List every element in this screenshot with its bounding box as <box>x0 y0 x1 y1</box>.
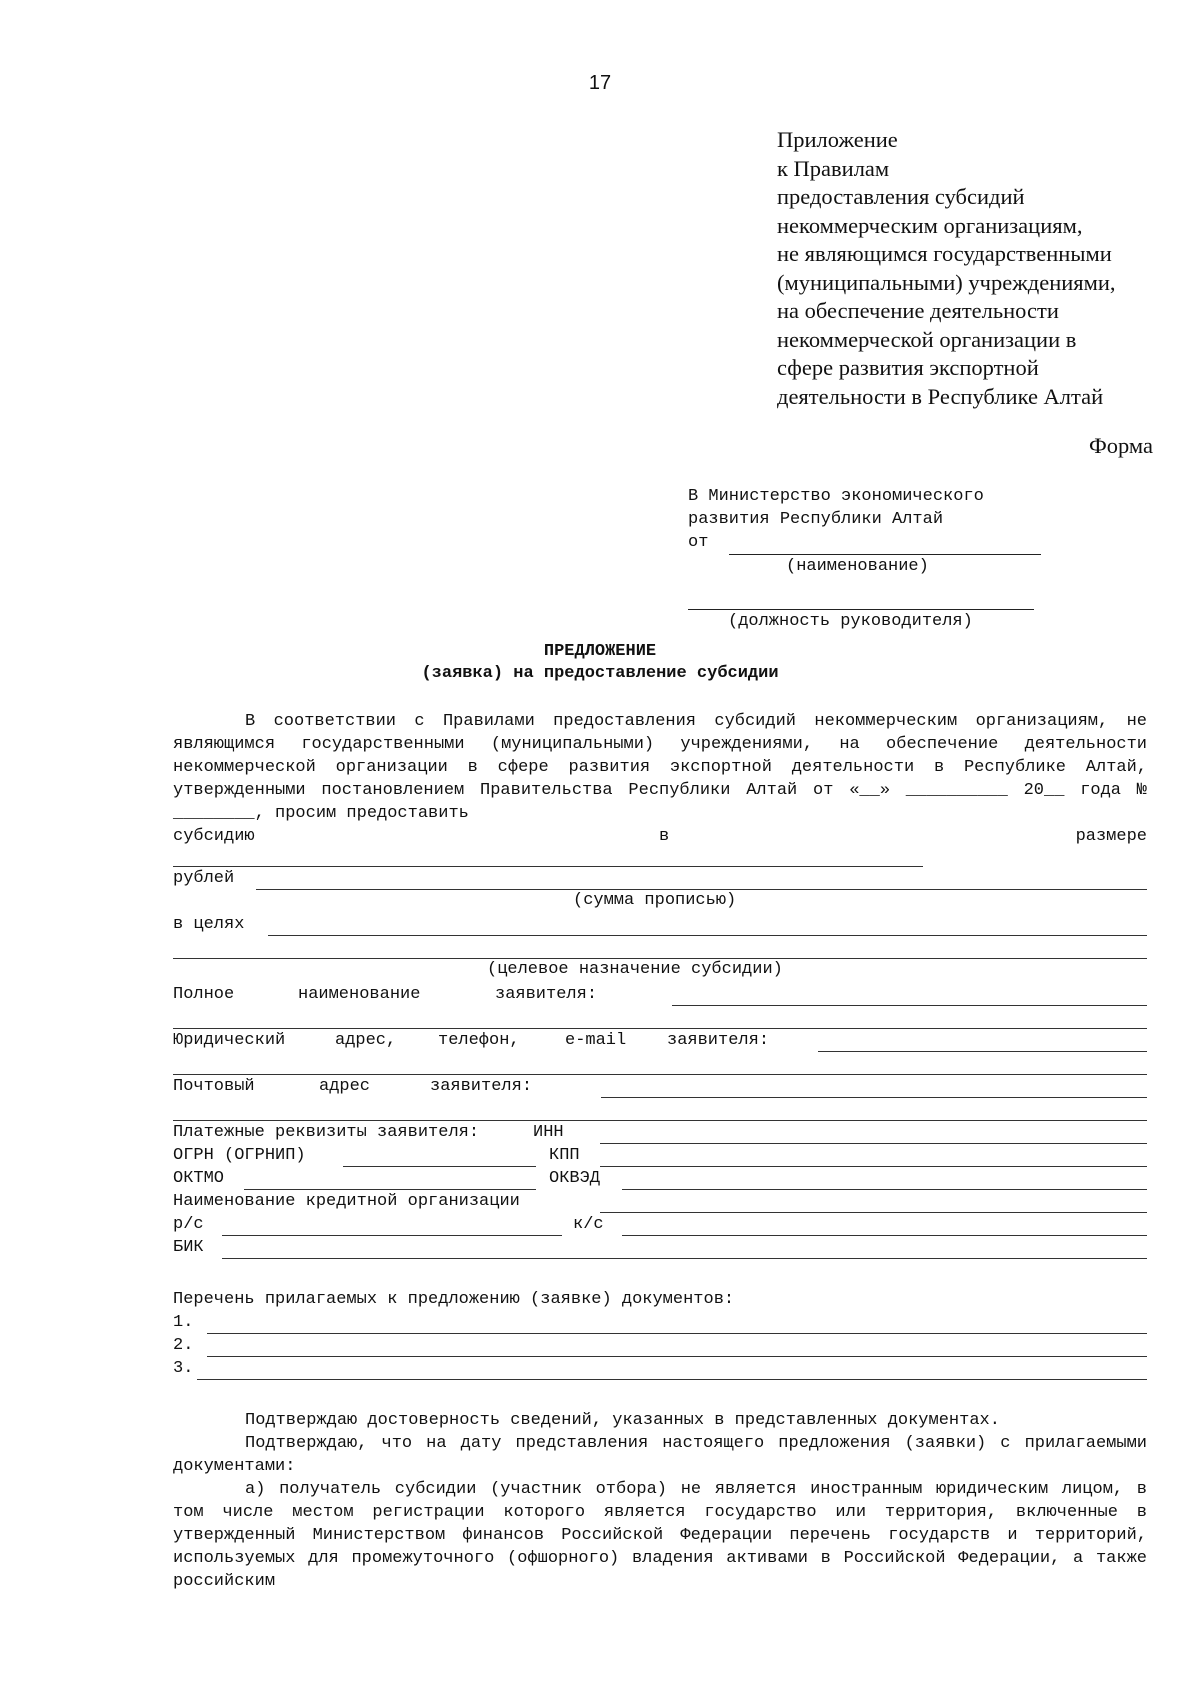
confirmation-paragraph: Подтверждаю, что на дату представления настоящего предложения (заявки) с прилагаемыми документами: <box>173 1434 1147 1476</box>
document-title: ПРЕДЛОЖЕНИЕ <box>543 642 657 661</box>
document-item <box>173 1358 1147 1380</box>
inn-label: ИНН <box>533 1123 564 1142</box>
appendix-header <box>777 126 1177 411</box>
appendix-line: некоммерческой организации в <box>777 326 1077 352</box>
rs-label: р/с <box>173 1215 204 1234</box>
postal-address-field-2[interactable] <box>173 1120 1147 1121</box>
rubles-row <box>173 868 1147 890</box>
intro-last-line <box>173 825 1147 848</box>
ks-field[interactable] <box>622 1235 1147 1236</box>
confirmation-paragraph: Подтверждаю достоверность сведений, указанных в представленных документах. <box>245 1411 1000 1430</box>
fullname-word: заявителя: <box>495 985 598 1004</box>
document-item <box>173 1335 1147 1357</box>
postal-word: заявителя: <box>430 1077 533 1096</box>
postal-address-field[interactable] <box>601 1097 1147 1098</box>
sum-caption: (сумма прописью) <box>573 891 737 910</box>
fullname-row <box>173 984 1147 1006</box>
purpose-field-2[interactable] <box>173 958 1147 959</box>
legal-word: телефон, <box>438 1031 520 1050</box>
appendix-line: (муниципальными) учреждениями, <box>777 269 1116 295</box>
oktmo-row <box>173 1168 1147 1190</box>
legal-word: адрес, <box>335 1031 397 1050</box>
postal-word: адрес <box>319 1077 371 1096</box>
fullname-field-2[interactable] <box>173 1028 1147 1029</box>
appendix-line: сфере развития экспортной <box>777 355 1039 380</box>
kpp-label: КПП <box>549 1146 580 1165</box>
fullname-word: Полное <box>173 985 235 1004</box>
rubles-label: рублей <box>173 869 235 888</box>
document-field-2[interactable] <box>207 1356 1147 1357</box>
from-name-field[interactable] <box>729 531 1041 555</box>
document-subtitle: (заявка) на предоставление субсидии <box>421 664 779 683</box>
ks-label: к/с <box>573 1215 604 1234</box>
kpp-field[interactable] <box>600 1166 1147 1167</box>
rs-field[interactable] <box>222 1235 562 1236</box>
amount-field[interactable] <box>173 866 923 867</box>
ogrn-row <box>173 1145 1147 1167</box>
addressee-line: В Министерство экономического <box>688 487 984 506</box>
position-field[interactable] <box>688 586 1034 610</box>
bik-label: БИК <box>173 1238 204 1257</box>
fullname-word: наименование <box>298 985 421 1004</box>
payment-row <box>173 1122 1147 1144</box>
page-number: 17 <box>588 72 612 94</box>
document-number: 3. <box>173 1359 194 1378</box>
purpose-label: в целях <box>173 915 245 934</box>
purpose-caption: (целевое назначение субсидии) <box>487 960 783 979</box>
okved-label: ОКВЭД <box>549 1169 601 1188</box>
document-number: 2. <box>173 1336 194 1355</box>
bank-field[interactable] <box>600 1212 1147 1213</box>
legal-word: заявителя: <box>667 1031 770 1050</box>
oktmo-label: ОКТМО <box>173 1169 225 1188</box>
purpose-field[interactable] <box>268 935 1147 936</box>
document-number: 1. <box>173 1313 194 1332</box>
addressee-from-row <box>688 531 1048 555</box>
legal-word: e-mail <box>565 1031 627 1050</box>
addressee-line: развития Республики Алтай <box>688 510 944 529</box>
oktmo-field[interactable] <box>244 1189 536 1190</box>
postal-word: Почтовый <box>173 1077 255 1096</box>
appendix-line: на обеспечение деятельности <box>777 298 1059 323</box>
okved-field[interactable] <box>622 1189 1147 1190</box>
amount-words-field[interactable] <box>256 889 1147 890</box>
document-field-1[interactable] <box>207 1333 1147 1334</box>
appendix-line: деятельности в Республике Алтай <box>777 383 1104 409</box>
document-field-3[interactable] <box>197 1379 1147 1380</box>
fullname-field[interactable] <box>672 1005 1147 1006</box>
bik-row <box>173 1237 1147 1259</box>
documents-heading: Перечень прилагаемых к предложению (заявке) документов: <box>173 1290 735 1309</box>
ogrn-field[interactable] <box>343 1166 536 1167</box>
payment-label: Платежные реквизиты заявителя: <box>173 1123 480 1142</box>
intro-section <box>173 710 1147 848</box>
ogrn-label: ОГРН (ОГРНИП) <box>173 1146 306 1165</box>
addressee-block <box>688 485 1048 633</box>
bank-label: Наименование кредитной организации <box>173 1192 520 1211</box>
appendix-line: Приложение <box>777 127 898 152</box>
confirmations-section <box>173 1409 1147 1593</box>
postal-address-row <box>173 1076 1147 1098</box>
document-item <box>173 1312 1147 1334</box>
from-label: от <box>688 533 709 552</box>
documents-heading-row <box>173 1289 1147 1311</box>
appendix-line: некоммерческим организациям, <box>777 212 1083 238</box>
legal-address-field[interactable] <box>818 1051 1147 1052</box>
inn-field[interactable] <box>600 1143 1147 1144</box>
confirmation-paragraph: а) получатель субсидии (участник отбора) не является иностранным юридическим лицом, в том числе местом регистрации которого является государство или территория, включенные в утвержденный Министерством финансов Российской Федерации перечень государств и территорий, используемых для промежуточного (офшорного) владения активами в Российской Федерации, а также российским <box>173 1480 1147 1591</box>
intro-word: в <box>659 827 670 846</box>
legal-word: Юридический <box>173 1031 286 1050</box>
bik-field[interactable] <box>222 1258 1147 1259</box>
accounts-row <box>173 1214 1147 1236</box>
name-caption: (наименование) <box>786 557 929 576</box>
appendix-line: предоставления субсидий <box>777 184 1025 209</box>
bank-row <box>173 1191 1147 1213</box>
appendix-line: к Правилам <box>777 155 890 181</box>
appendix-line: не являющимся государственными <box>777 241 1112 266</box>
intro-word: субсидию <box>173 827 255 846</box>
intro-word: размере <box>1075 827 1147 846</box>
intro-paragraph: В соответствии с Правилами предоставления субсидий некоммерческим организациям, не являющимся государственными (муниципальными) учреждениями, на обеспечение деятельности некоммерческой организации в сфере развития экспортной деятельности в Республике Алтай, утвержденными постановлением Правительства Республики Алтай от «__» __________ 20__ года № ________, просим предоставить <box>173 712 1147 823</box>
purpose-row <box>173 914 1147 936</box>
legal-address-field-2[interactable] <box>173 1074 1147 1075</box>
position-caption: (должность руководителя) <box>728 612 973 631</box>
legal-address-row <box>173 1030 1147 1052</box>
form-label: Форма <box>1088 433 1153 458</box>
